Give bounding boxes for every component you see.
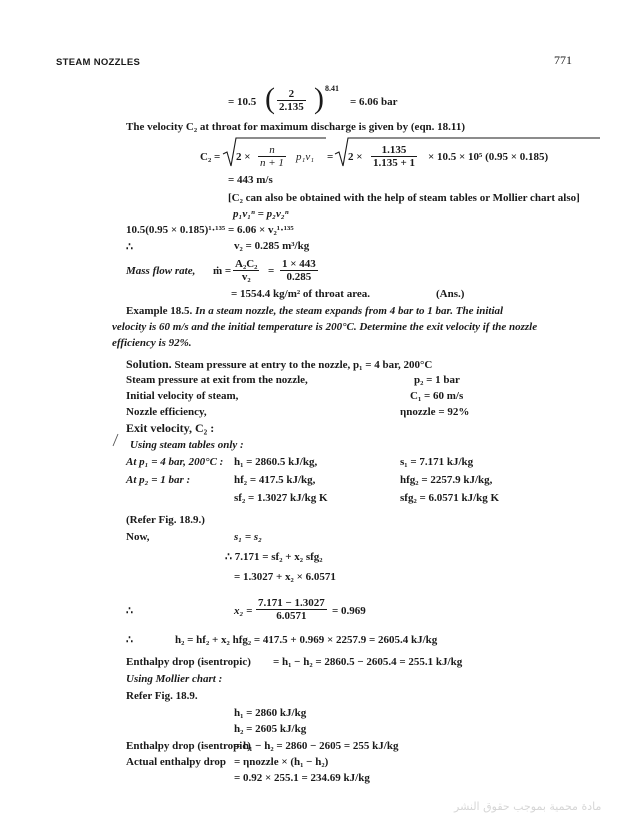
example-line-3: efficiency is 92%. [112,337,192,349]
eq1-left-paren: ( [265,82,275,115]
hf2-value: hf₂ = 417.5 kJ/kg, [234,474,316,486]
h2-equation: h₂ = hf₂ + x₂ hfg₂ = 417.5 + 0.969 × 2257.9 = 2605.4 kJ/kg [175,634,438,646]
margin-mark [113,434,118,446]
given-label-1: Steam pressure at exit from the nozzle, [126,374,308,386]
eq6: v₂ = 0.285 m³/kg [234,240,310,252]
eq2-equals: = [327,151,334,163]
h1-mollier: h₁ = 2860 kJ/kg [234,707,307,719]
h2-mollier: h₂ = 2605 kJ/kg [234,723,307,735]
enthalpy-drop-value-2: = h₁ − h₂ = 2860 − 2605 = 255 kJ/kg [234,740,399,752]
mass-flow-label: Mass flow rate, [126,265,196,277]
h1-table-value: h₁ = 2860.5 kJ/kg, [234,456,318,468]
radical-sign-2 [335,138,600,166]
given-label-2: Initial velocity of steam, [126,390,239,402]
note-steam-tables: [C₂ can also be obtained with the help of steam tables or Mollier chart also] [228,192,580,204]
eq1-right-paren: ) [314,82,324,115]
final-result: = 0.92 × 255.1 = 234.69 kJ/kg [234,772,370,784]
sfg2-value: sfg₂ = 6.0571 kJ/kg K [400,492,500,504]
given-value-2: C₁ = 60 m/s [410,390,464,402]
therefore-symbol-3: ∴ [126,634,133,646]
eq8: s₁ = s₂ [234,531,262,543]
now-label: Now, [126,531,150,543]
eq2-lhs: C₂ = [200,151,221,163]
x2-result: = 0.969 [332,605,366,617]
refer-fig-1: (Refer Fig. 18.9.) [126,514,205,526]
radical-sign-1 [223,138,326,166]
page-number: 771 [554,53,572,67]
sf2-value: sf₂ = 1.3027 kJ/kg K [234,492,328,504]
using-mollier-chart: Using Mollier chart : [126,673,223,685]
using-steam-tables: Using steam tables only : [130,439,244,451]
eq4: p₁v₁ⁿ = p₂v₂ⁿ [233,208,289,220]
mass-flow-fraction-1: $\frac{\text{A₂C₂}}{\text{v₂}}$ [235,258,258,283]
actual-enthalpy-label: Actual enthalpy drop [126,756,227,768]
eq3: = 443 m/s [228,174,273,186]
velocity-intro: The velocity C₂ at throat for maximum discharge is given by (eqn. 18.11) [126,121,465,133]
eq1-prefix: = 10.5 [228,96,257,108]
eq1-fraction: $\frac{2}{2.135}$ [279,88,304,113]
actual-enthalpy-value: = ηnozzle × (h₁ − h₂) [234,756,329,768]
eq5: 10.5(0.95 × 0.185)¹·¹³⁵ = 6.06 × v₂¹·¹³⁵ [126,224,294,236]
example-line-2: velocity is 60 m/s and the initial temperature is 200°C. Determine the exit velocity if the nozzle [112,321,538,333]
eq1-result: = 6.06 bar [350,96,398,108]
enthalpy-drop-label-2: Enthalpy drop (isentropic) [126,740,251,752]
watermark: مادة محمية بموجب حقوق النشر [454,800,602,813]
s1-table-value: s₁ = 7.171 kJ/kg [400,456,474,468]
therefore-symbol: ∴ [126,241,133,253]
answer-marker: (Ans.) [436,288,465,300]
solution-text: Steam pressure at entry to the nozzle, p₁ = 4 bar, 200°C [174,359,433,371]
eq9: ∴ 7.171 = sf₂ + x₂ sfg₂ [225,551,323,563]
x2-lhs: x₂ = [234,605,253,617]
hfg2-value: hfg₂ = 2257.9 kJ/kg, [400,474,493,486]
therefore-symbol-2: ∴ [126,605,133,617]
mass-flow-fraction-2: $\frac{1 \times 443}{0.285}$ [282,258,316,283]
eq10: = 1.3027 + x₂ × 6.0571 [234,571,336,583]
eq2-r1-post: p₁v₁ [296,151,315,163]
mass-flow-equals: = [268,265,275,277]
given-value-3: ηnozzle = 92% [400,406,470,418]
eq7: = 1554.4 kg/m² of throat area. [231,288,371,300]
eq2-r2-fraction: $\frac{1.135}{1.135 + 1}$ [373,144,416,169]
x2-fraction: $\frac{7.171 - 1.3027}{6.0571}$ [258,597,325,622]
at-p2-label: At p₂ = 1 bar : [126,474,191,486]
example-label: Example 18.5. [126,305,193,317]
given-label-3: Nozzle efficiency, [126,406,207,418]
eq2-r2-pre: 2 × [348,151,363,163]
eq2-r2-post: × 10.5 × 10⁵ (0.95 × 0.185) [428,151,549,163]
mass-flow-lhs: ṁ = [213,265,232,277]
given-value-1: p₂ = 1 bar [414,374,460,386]
eq2-r1-pre: 2 × [236,151,251,163]
refer-fig-2: Refer Fig. 18.9. [126,690,198,702]
enthalpy-drop-label-1: Enthalpy drop (isentropic) [126,656,251,668]
at-p1-label: At p₁ = 4 bar, 200°C : [126,456,224,468]
solution-label: Solution. [126,357,172,371]
exit-velocity-heading: Exit velocity, C₂ : [126,421,215,435]
enthalpy-drop-value-1: = h₁ − h₂ = 2860.5 − 2605.4 = 255.1 kJ/kg [273,656,463,668]
eq1-exponent: 8.41 [325,84,339,93]
running-header: STEAM NOZZLES [56,57,141,68]
example-text-1: In a steam nozzle, the steam expands from 4 bar to 1 bar. The initial [195,305,504,317]
eq2-r1-fraction: $\frac{n}{n + 1}$ [260,144,284,169]
